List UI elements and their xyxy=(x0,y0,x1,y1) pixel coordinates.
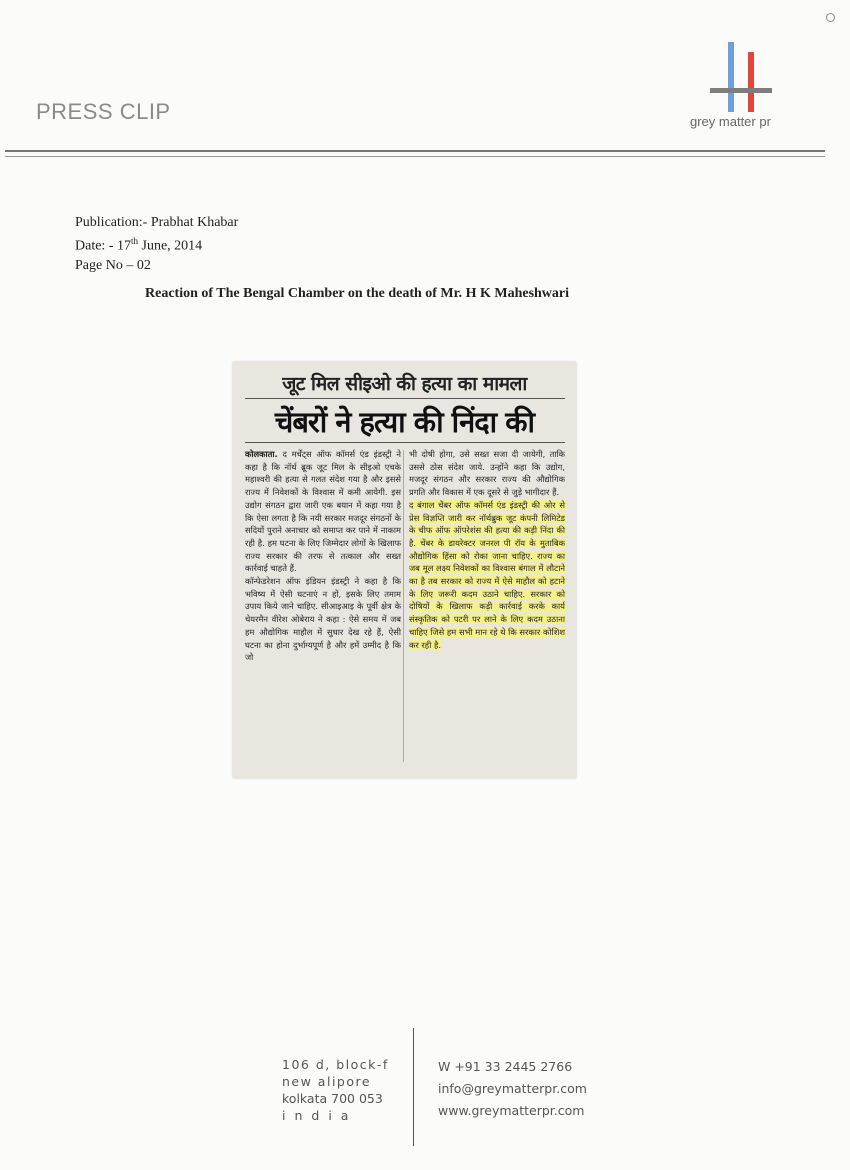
footer-divider xyxy=(413,1028,414,1146)
corner-mark xyxy=(826,13,835,22)
clip-column-2 xyxy=(409,448,565,651)
footer-contact xyxy=(438,1056,587,1122)
clip-column-1 xyxy=(245,448,401,664)
publication-meta xyxy=(75,213,238,275)
logo-wordmark: grey matter pr xyxy=(690,114,771,129)
footer-website[interactable]: www.greymatterpr.com xyxy=(438,1103,585,1118)
column-divider xyxy=(403,450,404,762)
header-divider-thin xyxy=(5,156,825,157)
clip-paragraph-highlighted: द बंगाल चेंबर ऑफ कॉमर्स एंड इंडस्ट्री की ओर से प्रेस विज्ञप्ति जारी कर नॉर्थब्रुक जूट कंपनी लिमिटेड के चीफ ऑफ ऑपरेशंस की हत्या की कड़ी निंदा की है. चेंबर के डायरेक्टर जनरल पी रॉय के मुताबिक औद्योगिक हिंसा को रोका जाना चाहिए. राज्य का जब मूल लक्ष्य निवेशकों का विश्वास बंगाल में लौटाने का है तब सरकार को राज्य में ऐसे माहौल को हटाने के लिए जरूरी कदम उठाने चाहिए. सरकार को दोषियों के खिलाफ कड़ी कार्रवाई करके कार्य संस्कृतिक को पटरी पर लाने के लिए कदम उठाना चाहिए जिसे हम सभी मान रहे थे कि सरकार कोशिश कर रही है. xyxy=(409,499,565,650)
page-number: Page No – 02 xyxy=(75,257,151,273)
clip-kicker: जूट मिल सीइओ की हत्या का मामला xyxy=(282,373,527,395)
clip-paragraph: भी दोषी होगा, उसे सख्त सजा दी जायेगी, ताकि उससे ठोस संदेश जाये. उन्होंने कहा कि उद्योग, मजदूर संगठन और सरकार राज्य की औद्योगिक प्रगति और विकास में एक दूसरे से जुड़े भागीदार हैं. xyxy=(409,449,565,498)
grey-matter-logo xyxy=(690,40,810,135)
header-divider xyxy=(5,150,825,152)
publication-name: Publication:- Prabhat Khabar xyxy=(75,215,239,230)
footer-address: 106 d, block-f new alipore kolkata 700 053 india xyxy=(282,1057,389,1123)
logo-mark-icon xyxy=(690,40,810,115)
footer-email[interactable]: info@greymatterpr.com xyxy=(438,1081,587,1096)
clip-rule-2 xyxy=(245,442,565,443)
clip-main-headline: चेंबरों ने हत्या की निंदा की xyxy=(274,405,535,439)
clip-headline: Reaction of The Bengal Chamber on the death of Mr. H K Maheshwari xyxy=(145,286,570,301)
newspaper-clipping xyxy=(233,362,576,778)
footer-phone: W +91 33 2445 2766 xyxy=(438,1059,573,1074)
clip-rule xyxy=(245,398,565,399)
publication-date: Date: - 17th June, 2014 xyxy=(75,236,203,254)
clip-paragraph: कोलकाता. द मर्चेंट्स ऑफ कॉमर्स एंड इंडस्ट्री ने कहा है कि नॉर्थ ब्रूक जूट मिल के सीइओ एचके महाश्वरी की हत्या से गलत संदेश गया है और इससे राज्य में निवेशकों के विश्वास में कमी आयेगी. इस उद्योग संगठन द्वारा जारी एक बयान में कहा गया है कि ऐसा लगता है कि नयी सरकार मजदूर संगठनों के सदियों पुराने अनाचार को समाप्त कर पाने में नाकाम रही है. हम घटना के लिए जिम्मेदार लोगों के खिलाफ राज्य सरकार की तरफ से तत्काल और सख्त कार्रवाई चाहते हैं. xyxy=(245,449,401,574)
press-clip-title: PRESS CLIP xyxy=(36,99,171,124)
clip-paragraph: कॉन्फेडरेशन ऑफ इंडियन इंडस्ट्री ने कहा है कि भविष्य में ऐसी घटनाएं न हों, इसके लिए तमाम उपाय किये जाने चाहिए. सीआइआइ के पूर्वी क्षेत्र के चेयरमैन वीरेश ओबेराय ने कहा : ऐसे समय में जब हम औद्योगिक माहौल में सुधार देख रहे हैं, ऐसी घटना का होना दुर्भाग्यपूर्ण है और हमें उम्मीद है कि जो xyxy=(245,576,401,663)
